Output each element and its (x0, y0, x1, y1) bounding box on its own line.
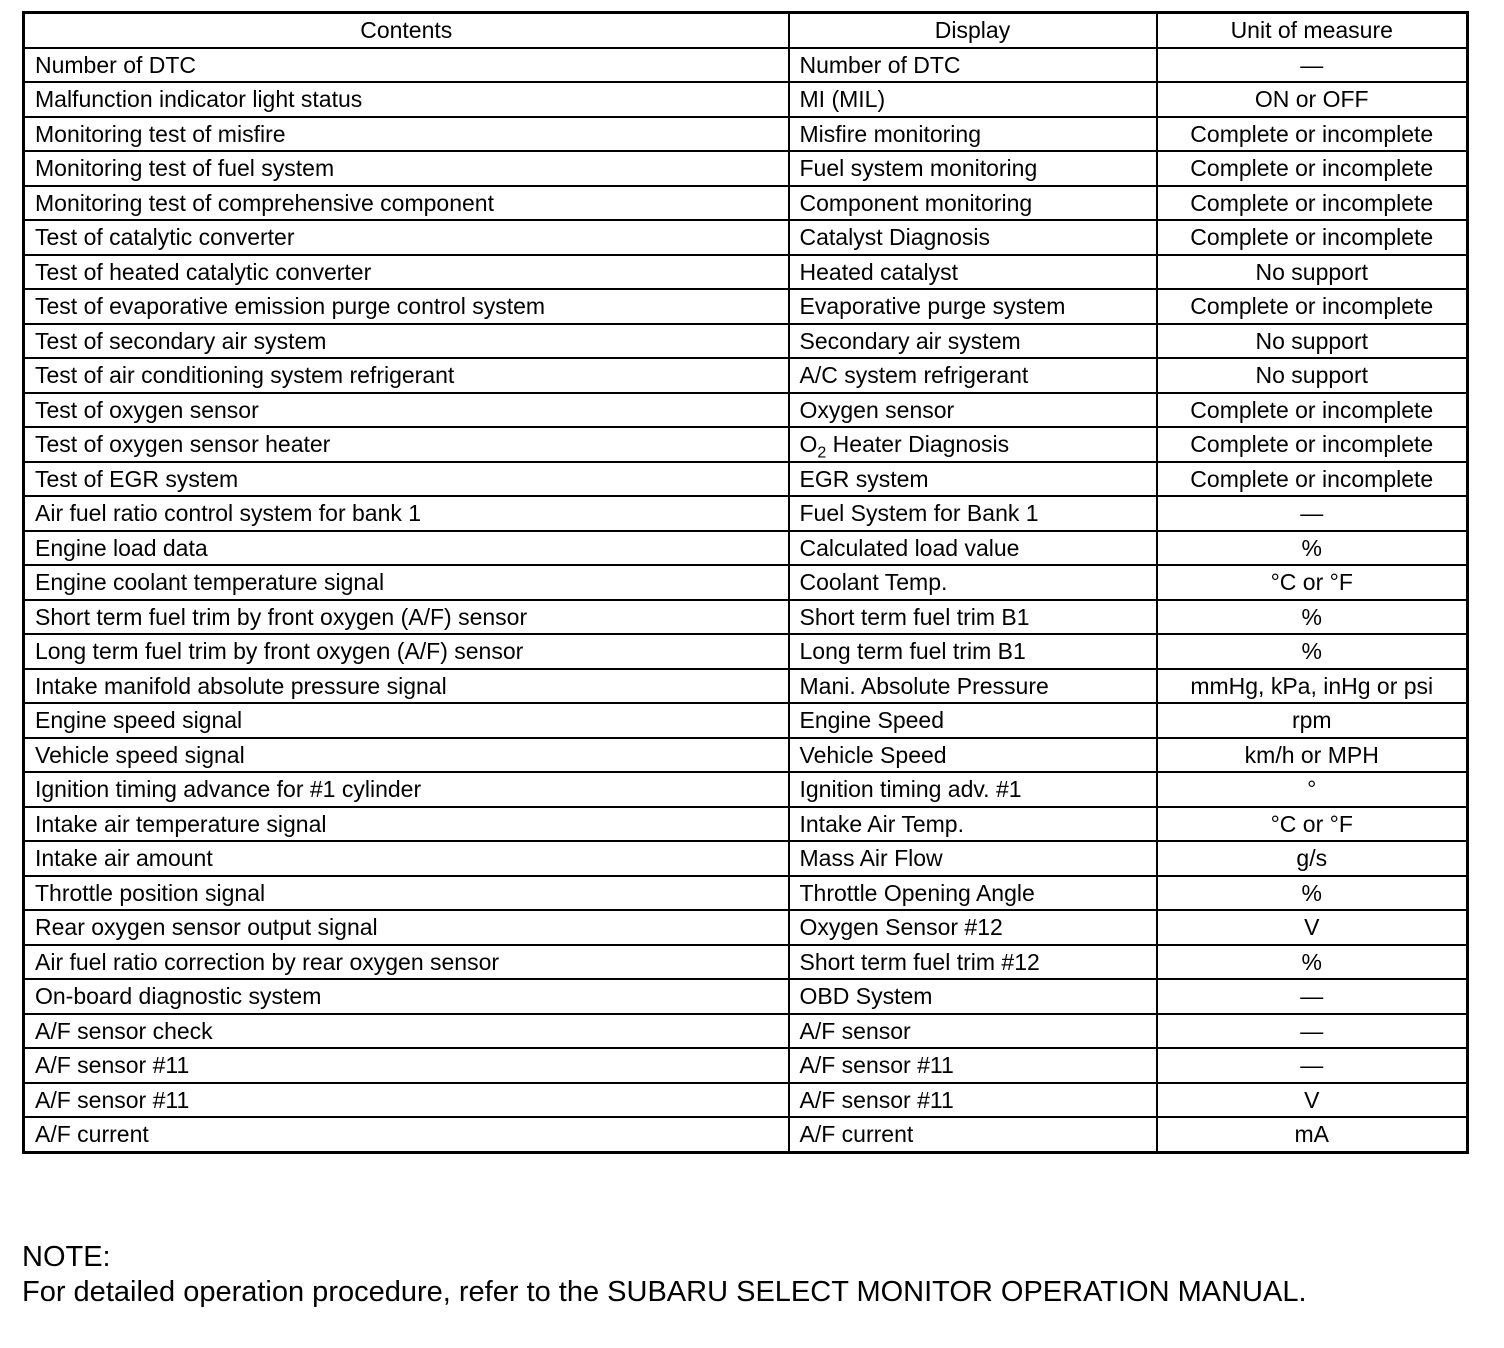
cell-unit: mA (1157, 1117, 1468, 1152)
table-row (24, 841, 1468, 876)
note-block (22, 1240, 1307, 1310)
cell-display: Short term fuel trim #12 (789, 945, 1157, 980)
cell-unit: rpm (1157, 703, 1468, 738)
cell-display: Throttle Opening Angle (789, 876, 1157, 911)
cell-unit: No support (1157, 324, 1468, 359)
cell-contents: Malfunction indicator light status (24, 82, 789, 117)
table-header-row (24, 13, 1468, 48)
table-row (24, 1014, 1468, 1049)
table-row (24, 703, 1468, 738)
table-row (24, 324, 1468, 359)
table-row (24, 1083, 1468, 1118)
cell-contents: Monitoring test of comprehensive component (24, 186, 789, 221)
cell-unit: No support (1157, 358, 1468, 393)
cell-contents: Intake manifold absolute pressure signal (24, 669, 789, 704)
cell-unit: °C or °F (1157, 565, 1468, 600)
cell-display: Intake Air Temp. (789, 807, 1157, 842)
cell-contents: A/F current (24, 1117, 789, 1152)
cell-unit: Complete or incomplete (1157, 220, 1468, 255)
table-row (24, 876, 1468, 911)
table-row (24, 220, 1468, 255)
cell-display: Fuel system monitoring (789, 151, 1157, 186)
cell-unit: — (1157, 496, 1468, 531)
table-row (24, 738, 1468, 773)
table-row (24, 1048, 1468, 1083)
cell-unit: °C or °F (1157, 807, 1468, 842)
cell-contents: Throttle position signal (24, 876, 789, 911)
cell-display: Short term fuel trim B1 (789, 600, 1157, 635)
cell-unit: % (1157, 600, 1468, 635)
cell-display: Calculated load value (789, 531, 1157, 566)
cell-display: Secondary air system (789, 324, 1157, 359)
table-row (24, 289, 1468, 324)
cell-unit: — (1157, 48, 1468, 83)
cell-unit: % (1157, 634, 1468, 669)
table-body (24, 48, 1468, 1153)
cell-display: A/F sensor #11 (789, 1083, 1157, 1118)
table-row (24, 979, 1468, 1014)
table-row (24, 772, 1468, 807)
cell-display: Mass Air Flow (789, 841, 1157, 876)
table-row (24, 807, 1468, 842)
cell-contents: Test of EGR system (24, 462, 789, 497)
cell-unit: Complete or incomplete (1157, 186, 1468, 221)
table-row (24, 48, 1468, 83)
cell-unit: km/h or MPH (1157, 738, 1468, 773)
cell-contents: Test of oxygen sensor (24, 393, 789, 428)
cell-display: Coolant Temp. (789, 565, 1157, 600)
table-row (24, 462, 1468, 497)
cell-display: A/F current (789, 1117, 1157, 1152)
table-row (24, 186, 1468, 221)
cell-display: Engine Speed (789, 703, 1157, 738)
table-row (24, 151, 1468, 186)
cell-display: Long term fuel trim B1 (789, 634, 1157, 669)
cell-unit: Complete or incomplete (1157, 151, 1468, 186)
cell-display: Mani. Absolute Pressure (789, 669, 1157, 704)
cell-unit: — (1157, 979, 1468, 1014)
cell-contents: Test of secondary air system (24, 324, 789, 359)
cell-display: Ignition timing adv. #1 (789, 772, 1157, 807)
cell-contents: Test of air conditioning system refrigerant (24, 358, 789, 393)
cell-unit: Complete or incomplete (1157, 393, 1468, 428)
cell-contents: A/F sensor #11 (24, 1048, 789, 1083)
table-row (24, 255, 1468, 290)
cell-display (789, 427, 1157, 462)
cell-contents: Air fuel ratio correction by rear oxygen sensor (24, 945, 789, 980)
cell-display: Number of DTC (789, 48, 1157, 83)
cell-display: MI (MIL) (789, 82, 1157, 117)
cell-contents: Intake air amount (24, 841, 789, 876)
table-row (24, 910, 1468, 945)
cell-unit: V (1157, 1083, 1468, 1118)
table-row (24, 634, 1468, 669)
cell-contents: Long term fuel trim by front oxygen (A/F) sensor (24, 634, 789, 669)
cell-contents: Monitoring test of misfire (24, 117, 789, 152)
cell-unit: mmHg, kPa, inHg or psi (1157, 669, 1468, 704)
cell-display: Vehicle Speed (789, 738, 1157, 773)
cell-contents: Test of evaporative emission purge control system (24, 289, 789, 324)
cell-display: A/F sensor (789, 1014, 1157, 1049)
table-row (24, 496, 1468, 531)
cell-contents: Test of oxygen sensor heater (24, 427, 789, 462)
cell-contents: Short term fuel trim by front oxygen (A/F) sensor (24, 600, 789, 635)
cell-contents: Number of DTC (24, 48, 789, 83)
cell-unit: No support (1157, 255, 1468, 290)
table-row (24, 669, 1468, 704)
cell-display: OBD System (789, 979, 1157, 1014)
table-row (24, 945, 1468, 980)
cell-unit: — (1157, 1048, 1468, 1083)
cell-contents: Engine speed signal (24, 703, 789, 738)
cell-unit: — (1157, 1014, 1468, 1049)
cell-display: Oxygen sensor (789, 393, 1157, 428)
cell-contents: Test of heated catalytic converter (24, 255, 789, 290)
cell-unit: % (1157, 945, 1468, 980)
cell-unit: Complete or incomplete (1157, 462, 1468, 497)
table-row (24, 82, 1468, 117)
note-label: NOTE: (22, 1241, 111, 1273)
cell-display: EGR system (789, 462, 1157, 497)
table-row (24, 1117, 1468, 1152)
header-contents: Contents (24, 13, 789, 48)
cell-contents: Rear oxygen sensor output signal (24, 910, 789, 945)
cell-unit: Complete or incomplete (1157, 289, 1468, 324)
cell-contents: Test of catalytic converter (24, 220, 789, 255)
cell-display: Oxygen Sensor #12 (789, 910, 1157, 945)
cell-display: Fuel System for Bank 1 (789, 496, 1157, 531)
cell-display: Heated catalyst (789, 255, 1157, 290)
cell-contents: Intake air temperature signal (24, 807, 789, 842)
cell-unit: ° (1157, 772, 1468, 807)
table-row (24, 531, 1468, 566)
cell-contents: A/F sensor #11 (24, 1083, 789, 1118)
cell-display: A/C system refrigerant (789, 358, 1157, 393)
cell-contents: Engine load data (24, 531, 789, 566)
note-text: For detailed operation procedure, refer to the SUBARU SELECT MONITOR OPERATION MANUAL. (22, 1276, 1307, 1308)
display-text-rest: Heater Diagnosis (826, 431, 1010, 458)
cell-contents: Air fuel ratio control system for bank 1 (24, 496, 789, 531)
table-row (24, 565, 1468, 600)
cell-contents: A/F sensor check (24, 1014, 789, 1049)
cell-display: Catalyst Diagnosis (789, 220, 1157, 255)
cell-display: Evaporative purge system (789, 289, 1157, 324)
display-text: O (799, 431, 818, 458)
header-unit: Unit of measure (1157, 13, 1468, 48)
cell-unit: % (1157, 876, 1468, 911)
cell-unit: Complete or incomplete (1157, 427, 1468, 462)
cell-unit: ON or OFF (1157, 82, 1468, 117)
cell-contents: On-board diagnostic system (24, 979, 789, 1014)
header-display: Display (789, 13, 1157, 48)
table-row (24, 358, 1468, 393)
cell-contents: Ignition timing advance for #1 cylinder (24, 772, 789, 807)
cell-unit: Complete or incomplete (1157, 117, 1468, 152)
monitor-items-table (22, 11, 1469, 1154)
cell-unit: V (1157, 910, 1468, 945)
display-subscript: 2 (817, 444, 827, 462)
table-row (24, 393, 1468, 428)
cell-unit: g/s (1157, 841, 1468, 876)
table-row (24, 427, 1468, 462)
table-row (24, 600, 1468, 635)
cell-contents: Engine coolant temperature signal (24, 565, 789, 600)
cell-contents: Monitoring test of fuel system (24, 151, 789, 186)
cell-display: A/F sensor #11 (789, 1048, 1157, 1083)
cell-unit: % (1157, 531, 1468, 566)
cell-display: Misfire monitoring (789, 117, 1157, 152)
cell-display: Component monitoring (789, 186, 1157, 221)
cell-contents: Vehicle speed signal (24, 738, 789, 773)
table-row (24, 117, 1468, 152)
